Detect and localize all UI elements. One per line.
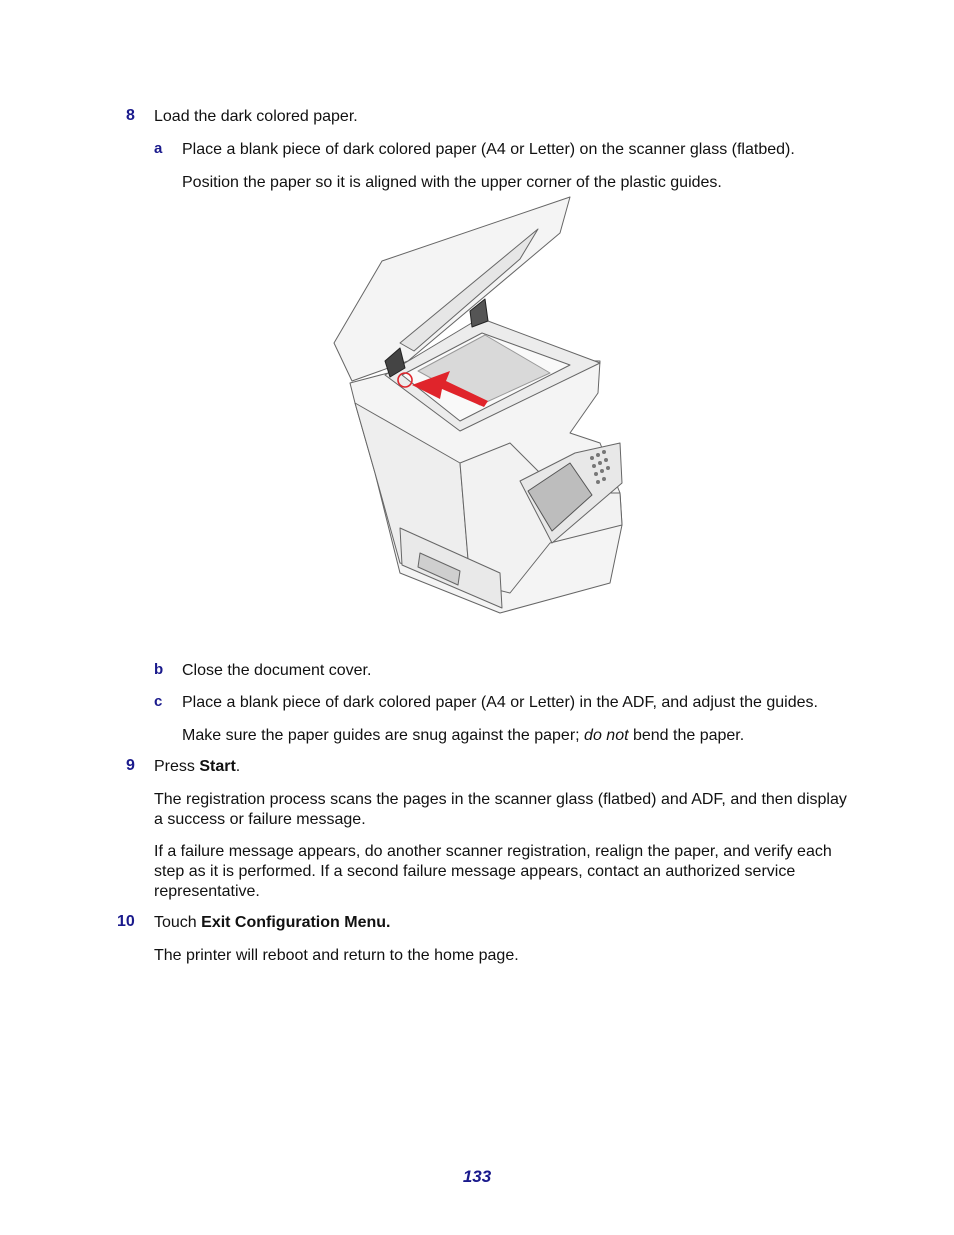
substep-a-text: Place a blank piece of dark colored paper (A4 or Letter) on the scanner glass (flatbed).	[182, 141, 795, 158]
substep-letter-c: c	[154, 693, 163, 710]
step-9-paragraph-1: The registration process scans the pages in the scanner glass (flatbed) and ADF, and then display a success or failure message.	[154, 791, 847, 828]
step-number-9: 9	[126, 757, 135, 774]
substep-letter-a: a	[154, 140, 163, 157]
substep-letter-b: b	[154, 661, 164, 678]
page-number: 133	[462, 1167, 492, 1186]
step-10-text: Touch Exit Configuration Menu.	[154, 914, 391, 931]
step-9-paragraph-2: If a failure message appears, do another scanner registration, realign the paper, and verify each step as it is performed. If a second failure message appears, contact an authorized service representative.	[154, 843, 832, 900]
step-number-8: 8	[126, 107, 135, 124]
substep-c-note: Make sure the paper guides are snug against the paper; do not bend the paper.	[182, 727, 745, 744]
step-8-text: Load the dark colored paper.	[154, 108, 358, 125]
substep-b-text: Close the document cover.	[182, 662, 372, 679]
substep-a-note: Position the paper so it is aligned with the upper corner of the plastic guides.	[182, 174, 722, 191]
printer-flatbed-illustration	[330, 193, 630, 625]
step-9-text: Press Start.	[154, 758, 241, 775]
step-10-paragraph-1: The printer will reboot and return to the home page.	[154, 947, 519, 964]
step-number-10: 10	[117, 913, 135, 930]
substep-c-text: Place a blank piece of dark colored paper (A4 or Letter) in the ADF, and adjust the guides.	[182, 694, 818, 711]
